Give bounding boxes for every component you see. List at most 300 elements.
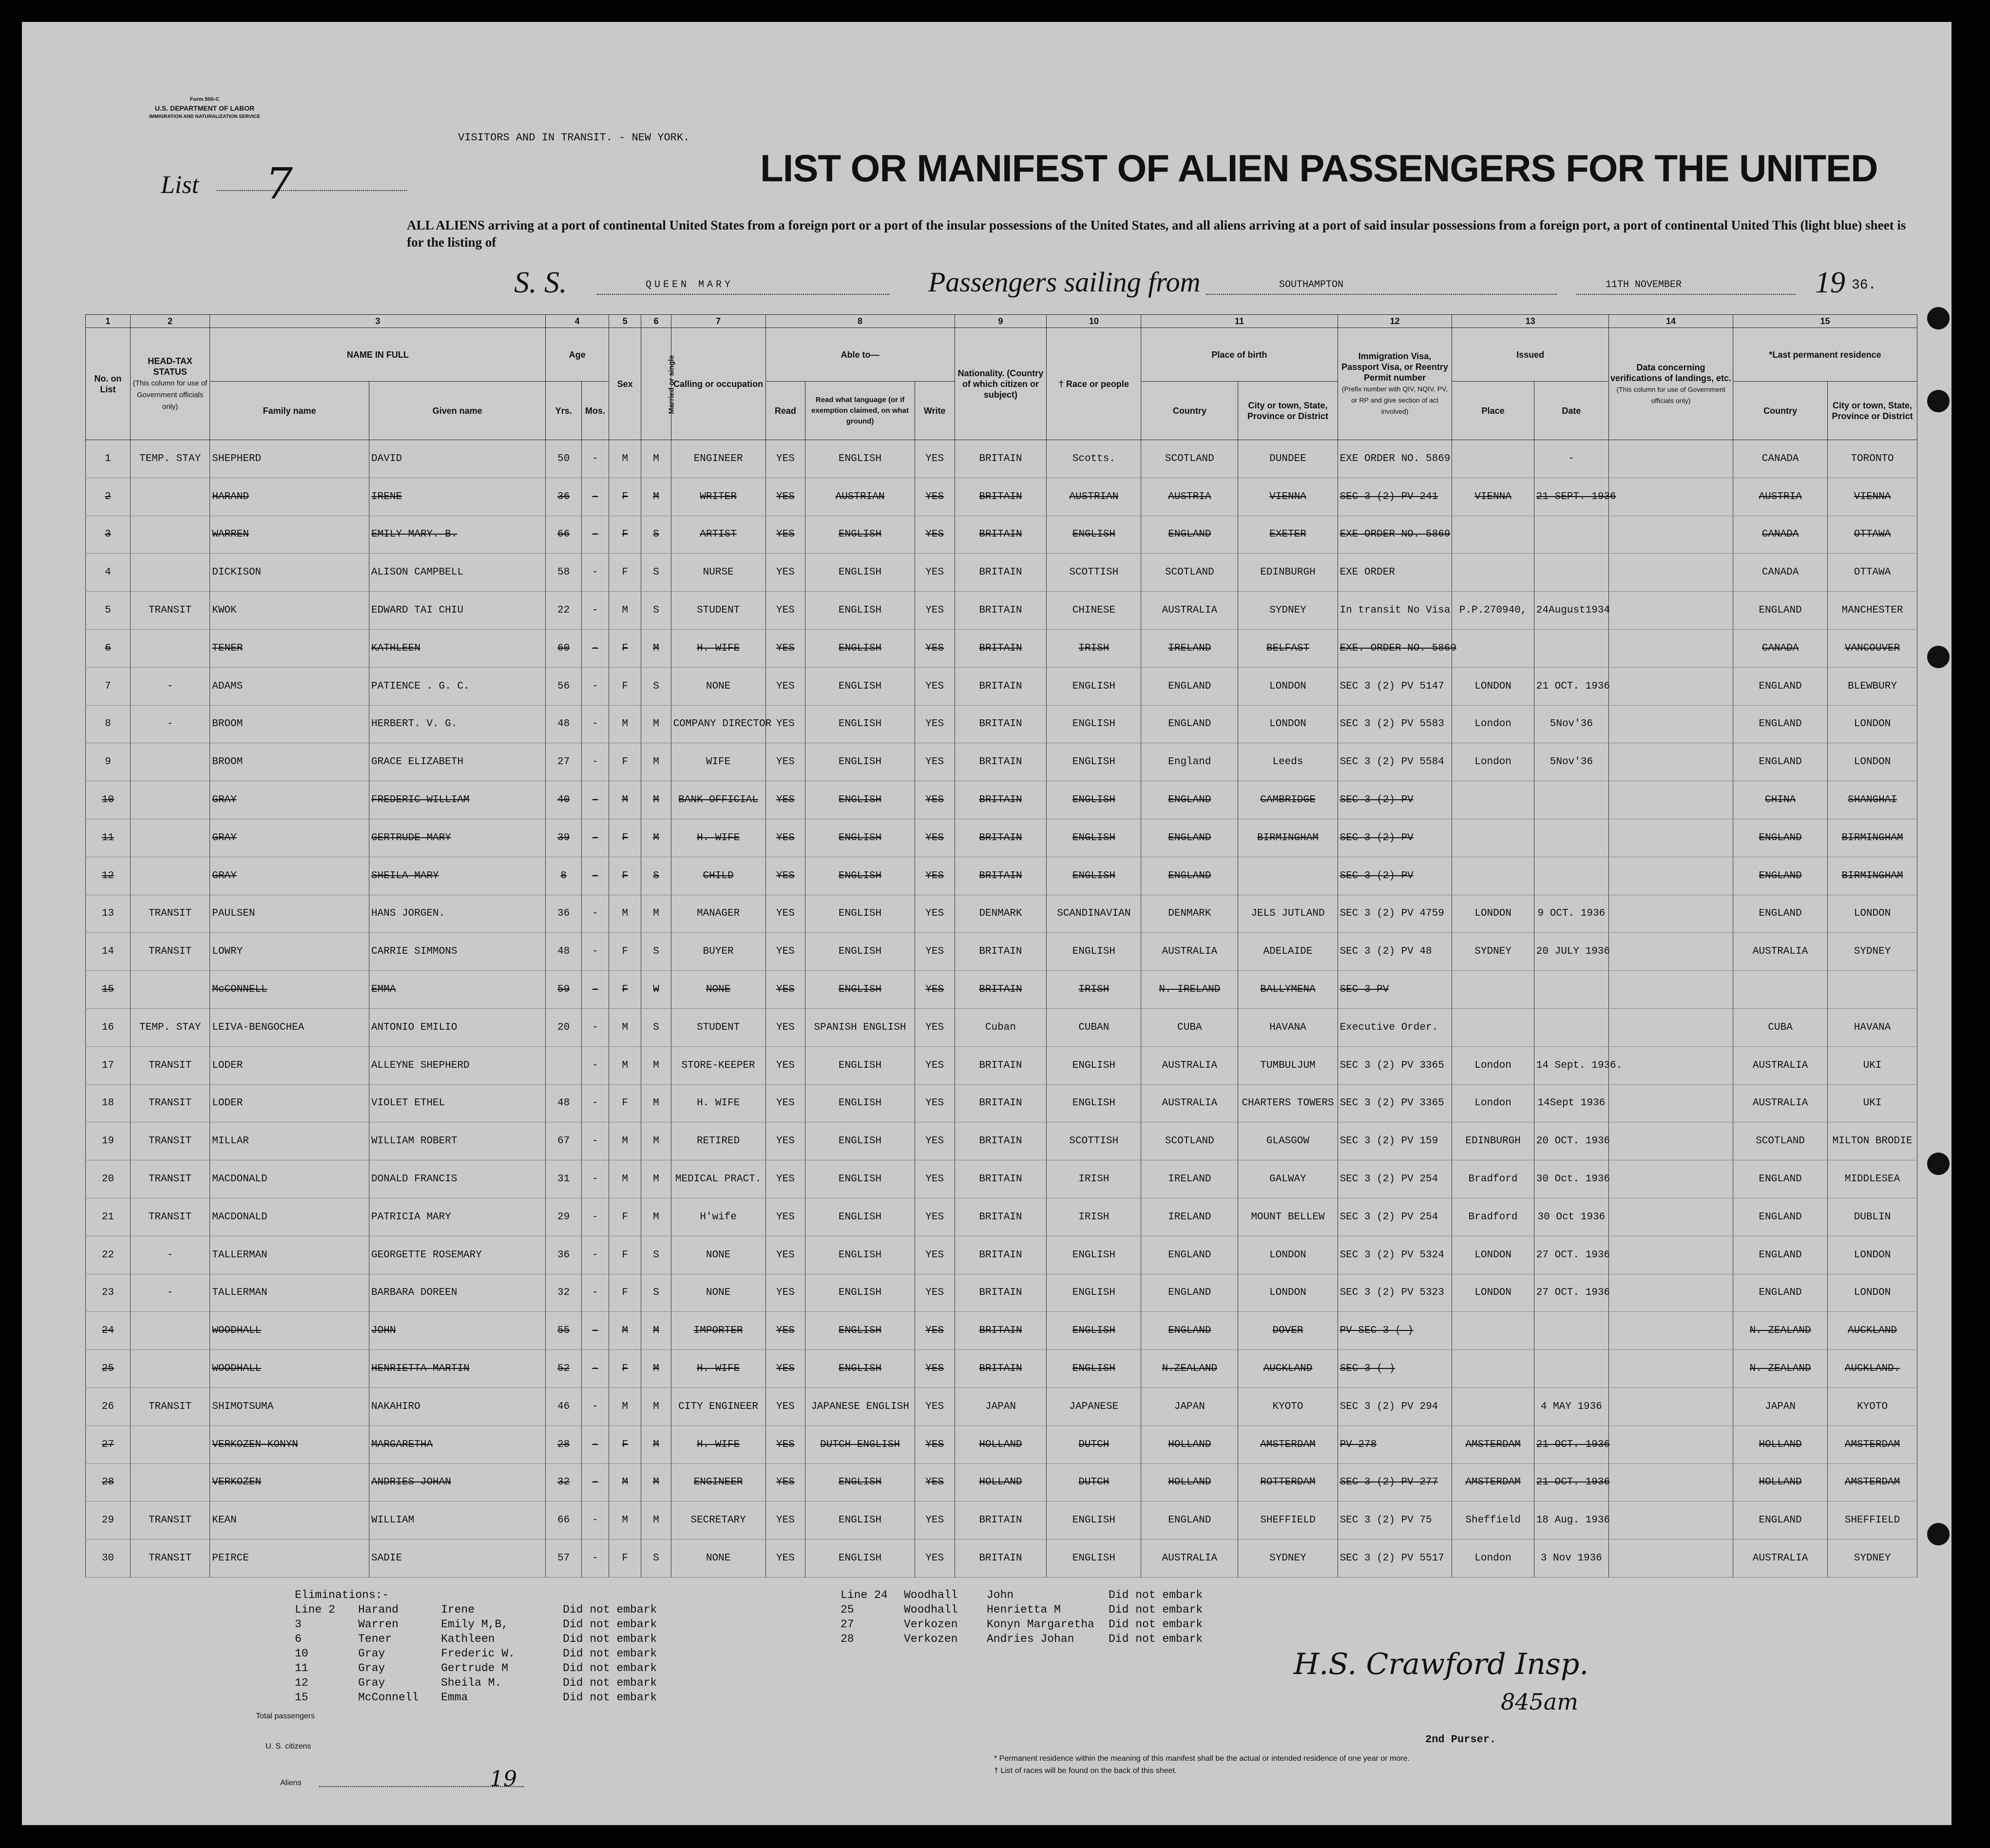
birth-city: SYDNEY [1238,1540,1338,1578]
can-read: YES [765,1312,805,1350]
race: ENGLISH [1047,1046,1141,1084]
sex: F [609,667,641,705]
date-rule [1576,294,1796,295]
elimination-name: McConnell [358,1691,419,1704]
verification [1608,1160,1733,1198]
visa-number: EXE. ORDER NO. 5869 [1338,629,1452,667]
header-row-1 [86,328,1917,382]
residence-city: UKI [1828,1084,1917,1122]
table-row [86,1502,1917,1540]
issued-place: AMSTERDAM [1452,1425,1534,1463]
issued-place: Bradford [1452,1198,1534,1236]
read-language: SPANISH ENGLISH [805,1008,915,1046]
birth-city [1238,857,1338,895]
marital-status: M [641,1502,671,1540]
can-read: YES [765,971,805,1009]
ship-name: QUEEN MARY [646,279,734,290]
birth-country: ENGLAND [1141,819,1238,857]
elimination-note: Did not embark [1109,1633,1203,1645]
family-name: KEAN [210,1502,369,1540]
age-years: 55 [546,1312,582,1350]
verification [1608,1540,1733,1578]
verification [1608,1198,1733,1236]
age-years: 58 [546,554,582,592]
table-row [86,705,1917,743]
age-years: 57 [546,1540,582,1578]
birth-city: DOVER [1238,1312,1338,1350]
verification [1608,1084,1733,1122]
birth-city: BALLYMENA [1238,971,1338,1009]
issued-place-header: Place [1452,382,1534,440]
table-row [86,1463,1917,1502]
elimination-line: 27 [841,1618,854,1631]
head-tax-status: - [130,1274,210,1312]
sex: F [609,478,641,516]
verif-header [1608,328,1733,440]
sex: F [609,1274,641,1312]
marital-status: S [641,592,671,630]
nationality: BRITAIN [955,1502,1047,1540]
visa-number: EXE ORDER NO. 5869 [1338,440,1452,478]
issued-place [1452,1350,1534,1388]
binder-hole [1927,1523,1950,1545]
elimination-name: Tener [358,1633,392,1645]
can-write: YES [915,1046,955,1084]
issued-date [1534,819,1608,857]
occupation: MANAGER [671,895,765,933]
visa-number: PV SEC 3 ( ) [1338,1312,1452,1350]
nationality: BRITAIN [955,478,1047,516]
given-name: KATHLEEN [369,629,545,667]
read-language: ENGLISH [805,743,915,781]
visa-number: SEC 3 (2) PV 5583 [1338,705,1452,743]
residence-country: ENGLAND [1733,667,1828,705]
residence-country: HOLLAND [1733,1463,1828,1502]
table-row [86,1008,1917,1046]
residence-country: AUSTRALIA [1733,1046,1828,1084]
visa-number: SEC 3 (2) PV 5517 [1338,1540,1452,1578]
head-tax-status: TRANSIT [130,895,210,933]
read-language: ENGLISH [805,1236,915,1274]
elimination-line: 12 [295,1676,308,1689]
nationality: BRITAIN [955,554,1047,592]
issued-date: 20 JULY 1936 [1534,933,1608,971]
can-write: YES [915,1160,955,1198]
read-language: ENGLISH [805,516,915,554]
birth-country: HOLLAND [1141,1463,1238,1502]
no-on-list-header: No. on List [86,328,131,440]
elimination-note: Did not embark [1109,1589,1203,1601]
head-tax-status [130,743,210,781]
visa-header [1338,328,1452,440]
marital-status: S [641,1008,671,1046]
marital-status: M [641,1463,671,1502]
verification [1608,819,1733,857]
can-read: YES [765,516,805,554]
age-months: - [581,440,609,478]
race: SCANDINAVIAN [1047,895,1141,933]
given-name: PATRICIA MARY [369,1198,545,1236]
row-number: 24 [86,1312,131,1350]
read-language: ENGLISH [805,895,915,933]
elimination-note: Did not embark [563,1662,657,1675]
sex: F [609,857,641,895]
nationality: BRITAIN [955,743,1047,781]
occupation: STUDENT [671,592,765,630]
age-years: 66 [546,1502,582,1540]
can-write: YES [915,895,955,933]
residence-city-header: City or town, State, Province or District [1828,382,1917,440]
us-citizens-label: U. S. citizens [266,1742,311,1751]
marital-status: S [641,554,671,592]
race: ENGLISH [1047,1540,1141,1578]
verification [1608,743,1733,781]
can-write: YES [915,667,955,705]
row-number: 8 [86,705,131,743]
elimination-line [295,1602,685,1617]
nationality: JAPAN [955,1387,1047,1425]
colnum: 8 [765,315,955,328]
visa-number: In transit No Visa [1338,592,1452,630]
family-name: WARREN [210,516,369,554]
residence-country-header: Country [1733,382,1828,440]
race: IRISH [1047,971,1141,1009]
race: IRISH [1047,1160,1141,1198]
occupation: NONE [671,1274,765,1312]
issued-date: 30 Oct 1936 [1534,1198,1608,1236]
aliens-count: 19 [490,1767,517,1791]
issued-date: 18 Aug. 1936 [1534,1502,1608,1540]
occupation: H'wife [671,1198,765,1236]
age-years: 27 [546,743,582,781]
visa-number: SEC 3 (2) PV 75 [1338,1502,1452,1540]
issued-place [1452,819,1534,857]
birth-city: Leeds [1238,743,1338,781]
residence-city: MANCHESTER [1828,592,1917,630]
family-name: SHEPHERD [210,440,369,478]
visa-number: SEC 3 (2) PV 3365 [1338,1046,1452,1084]
sex: M [609,1387,641,1425]
race: ENGLISH [1047,743,1141,781]
issued-date: - [1534,440,1608,478]
table-row [86,1084,1917,1122]
nationality: BRITAIN [955,1198,1047,1236]
occupation: BANK OFFICIAL [671,781,765,819]
birth-country: AUSTRALIA [1141,1540,1238,1578]
read-language: ENGLISH [805,1160,915,1198]
marital-status: M [641,1425,671,1463]
visa-note: (Prefix number with QIV, NQIV, PV, or RP and give section of act involved) [1341,385,1448,415]
birth-city: ROTTERDAM [1238,1463,1338,1502]
elimination-given: Kathleen [441,1633,495,1645]
issued-date: 24August1934 [1534,592,1608,630]
occupation: H. WIFE [671,1350,765,1388]
marital-status: S [641,1540,671,1578]
age-years [546,1046,582,1084]
given-name: EMMA [369,971,545,1009]
name-header: NAME IN FULL [210,328,546,382]
head-tax-status: - [130,667,210,705]
occupation: MEDICAL PRACT. [671,1160,765,1198]
birth-country: CUBA [1141,1008,1238,1046]
head-tax-status: TRANSIT [130,1387,210,1425]
can-read: YES [765,743,805,781]
row-number: 30 [86,1540,131,1578]
given-name: NAKAHIRO [369,1387,545,1425]
age-months: - [581,1312,609,1350]
read-language: ENGLISH [805,1198,915,1236]
issued-date: 14 Sept. 1936. [1534,1046,1608,1084]
age-years: 48 [546,1084,582,1122]
issued-date [1534,971,1608,1009]
can-write: YES [915,743,955,781]
visa-number: SEC 3 PV [1338,971,1452,1009]
elimination-note: Did not embark [563,1603,657,1616]
residence-header: *Last permanent residence [1733,328,1917,382]
elimination-line [295,1661,685,1675]
read-language: ENGLISH [805,1502,915,1540]
nationality: BRITAIN [955,1122,1047,1160]
age-months: - [581,1463,609,1502]
can-write: YES [915,819,955,857]
table-row [86,1122,1917,1160]
visa-number: SEC 3 (2) PV 277 [1338,1463,1452,1502]
family-name: PEIRCE [210,1540,369,1578]
birth-city: SYDNEY [1238,592,1338,630]
residence-country: CANADA [1733,516,1828,554]
residence-city: OTTAWA [1828,516,1917,554]
residence-country: CANADA [1733,629,1828,667]
read-language: ENGLISH [805,554,915,592]
issued-place: SYDNEY [1452,933,1534,971]
verification [1608,554,1733,592]
family-name: GRAY [210,857,369,895]
nationality: BRITAIN [955,933,1047,971]
read-language: ENGLISH [805,1122,915,1160]
birth-country: ENGLAND [1141,781,1238,819]
read-language: ENGLISH [805,1540,915,1578]
family-name: MACDONALD [210,1160,369,1198]
issued-place: London [1452,1540,1534,1578]
residence-city: SYDNEY [1828,933,1917,971]
occupation: NONE [671,1236,765,1274]
race: ENGLISH [1047,1350,1141,1388]
residence-country: AUSTRALIA [1733,1540,1828,1578]
residence-country: ENGLAND [1733,857,1828,895]
occupation: ARTIST [671,516,765,554]
sex: F [609,1236,641,1274]
row-number: 12 [86,857,131,895]
row-number: 17 [86,1046,131,1084]
residence-city: BIRMINGHAM [1828,819,1917,857]
marital-status: S [641,857,671,895]
can-write: YES [915,705,955,743]
residence-country [1733,971,1828,1009]
manifest-table [85,314,1917,1578]
issued-place [1452,554,1534,592]
given-name: JOHN [369,1312,545,1350]
given-name: GERTRUDE MARY [369,819,545,857]
age-header: Age [546,328,609,382]
able-to-header: Able to— [765,328,955,382]
issued-date [1534,857,1608,895]
elimination-note: Did not embark [563,1633,657,1645]
occupation: H. WIFE [671,1084,765,1122]
read-language: ENGLISH [805,629,915,667]
issued-date [1534,1350,1608,1388]
yrs-header: Yrs. [546,382,582,440]
age-years: 48 [546,933,582,971]
occupation: NURSE [671,554,765,592]
row-number: 15 [86,971,131,1009]
nationality: BRITAIN [955,1046,1047,1084]
visa-number: SEC 3 ( ) [1338,1350,1452,1388]
can-write: YES [915,629,955,667]
issued-date: 21 SEPT. 1936 [1534,478,1608,516]
residence-country: ENGLAND [1733,1160,1828,1198]
visa-number: SEC 3 (2) PV 159 [1338,1122,1452,1160]
elimination-note: Did not embark [563,1691,657,1704]
marital-status: M [641,1198,671,1236]
birth-country: ENGLAND [1141,1236,1238,1274]
birth-city: JELS JUTLAND [1238,895,1338,933]
elimination-given: Frederic W. [441,1647,515,1660]
married-label: Married or single [667,355,676,414]
head-tax-status [130,554,210,592]
elimination-note: Did not embark [563,1618,657,1631]
write-header: Write [915,382,955,440]
occupation: NONE [671,1540,765,1578]
occupation: RETIRED [671,1122,765,1160]
birth-city: KYOTO [1238,1387,1338,1425]
issued-date: 27 OCT. 1936 [1534,1236,1608,1274]
read-language: ENGLISH [805,705,915,743]
marital-status: M [641,895,671,933]
birth-country: AUSTRIA [1141,478,1238,516]
table-row [86,933,1917,971]
family-name: VERKOZEN-KONYN [210,1425,369,1463]
race: ENGLISH [1047,1274,1141,1312]
verification [1608,440,1733,478]
marital-status: W [641,971,671,1009]
sex: F [609,1350,641,1388]
elimination-given: Gertrude M [441,1662,509,1675]
can-read: YES [765,1463,805,1502]
residence-city: BIRMINGHAM [1828,857,1917,895]
birth-city: DUNDEE [1238,440,1338,478]
residence-city: LONDON [1828,705,1917,743]
row-number: 9 [86,743,131,781]
issued-date: 21 OCT. 1936 [1534,1425,1608,1463]
family-name: LOWRY [210,933,369,971]
family-name: MILLAR [210,1122,369,1160]
can-read: YES [765,1387,805,1425]
colnum: 2 [130,315,210,328]
marital-status: M [641,705,671,743]
table-row [86,554,1917,592]
race: ENGLISH [1047,1084,1141,1122]
marital-status: M [641,1046,671,1084]
verif-note: (This column for use of Government officials only) [1616,385,1725,404]
read-language: ENGLISH [805,1046,915,1084]
elimination-line: Line 24 [841,1589,888,1601]
marital-status: S [641,1274,671,1312]
age-years: 36 [546,895,582,933]
family-name: McCONNELL [210,971,369,1009]
birth-country: SCOTLAND [1141,440,1238,478]
birth-country: ENGLAND [1141,705,1238,743]
can-read: YES [765,1198,805,1236]
given-name: HERBERT. V. G. [369,705,545,743]
read-language: ENGLISH [805,971,915,1009]
visa-number: Executive Order. [1338,1008,1452,1046]
elimination-line: 25 [841,1603,854,1616]
residence-country: CANADA [1733,554,1828,592]
birth-country: ENGLAND [1141,1274,1238,1312]
issued-place [1452,1008,1534,1046]
occupation: H. WIFE [671,1425,765,1463]
visa-number: SEC 3 (2) PV 5147 [1338,667,1452,705]
binder-hole [1927,390,1950,412]
race: ENGLISH [1047,705,1141,743]
issued-place: LONDON [1452,1236,1534,1274]
nationality: BRITAIN [955,1540,1047,1578]
eliminations-left [295,1602,685,1705]
birth-country: SCOTLAND [1141,554,1238,592]
occupation: BUYER [671,933,765,971]
table-row [86,1198,1917,1236]
race: SCOTTISH [1047,1122,1141,1160]
colnum: 12 [1338,315,1452,328]
given-name: IRENE [369,478,545,516]
residence-country: N. ZEALAND [1733,1312,1828,1350]
nationality-header: Nationality. (Country of which citizen or subject) [955,328,1047,440]
occupation: NONE [671,667,765,705]
residence-footnote: * Permanent residence within the meaning of this manifest shall be the actual or intended residence of one year or more. [994,1754,1410,1763]
issued-place: London [1452,1084,1534,1122]
marital-status: M [641,1312,671,1350]
birth-country: AUSTRALIA [1141,592,1238,630]
birth-country: IRELAND [1141,1198,1238,1236]
visa-number: SEC 3 (2) PV 48 [1338,933,1452,971]
elimination-line [295,1632,685,1646]
family-name: BROOM [210,705,369,743]
marital-status: S [641,933,671,971]
can-read: YES [765,1502,805,1540]
issued-place [1452,1387,1534,1425]
sex: M [609,1160,641,1198]
residence-city: SHANGHAI [1828,781,1917,819]
birth-country: HOLLAND [1141,1425,1238,1463]
head-tax-status [130,1350,210,1388]
birth-city: AMSTERDAM [1238,1425,1338,1463]
issued-place: LONDON [1452,667,1534,705]
residence-country: CANADA [1733,440,1828,478]
age-years: 50 [546,440,582,478]
residence-city: KYOTO [1828,1387,1917,1425]
visa-number: SEC 3 (2) PV 3365 [1338,1084,1452,1122]
residence-city: BLEWBURY [1828,667,1917,705]
residence-country: HOLLAND [1733,1425,1828,1463]
visa-number: SEC 3 (2) PV [1338,857,1452,895]
row-number: 7 [86,667,131,705]
row-number: 4 [86,554,131,592]
read-language: ENGLISH [805,1350,915,1388]
purser-label: 2nd Purser. [1425,1733,1496,1746]
nationality: BRITAIN [955,819,1047,857]
elimination-name: Gray [358,1676,385,1689]
can-read: YES [765,1160,805,1198]
